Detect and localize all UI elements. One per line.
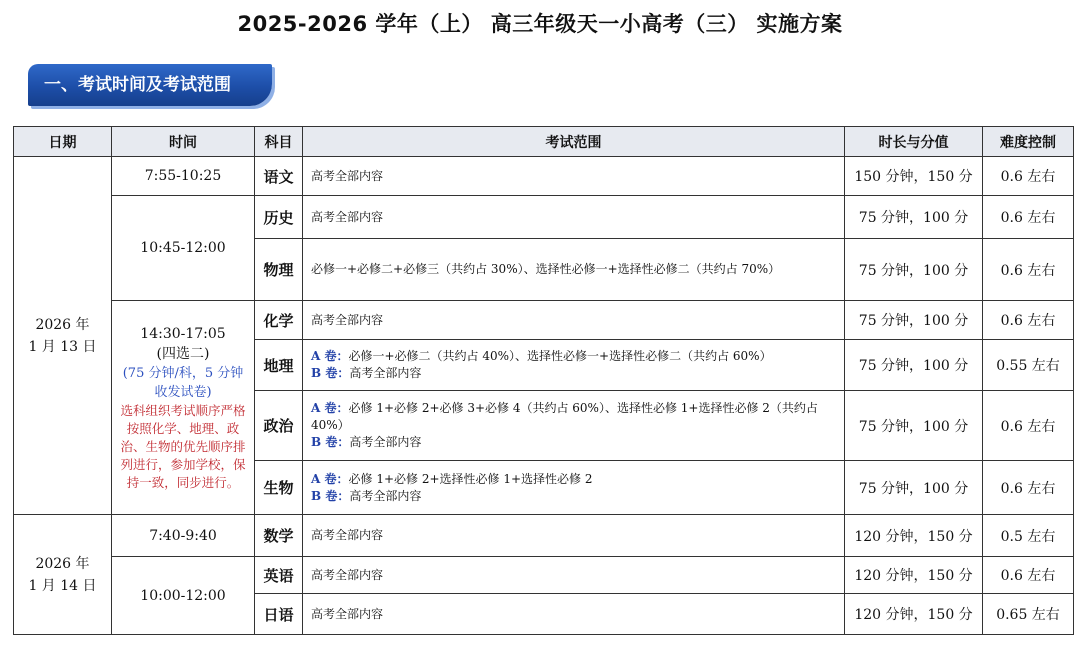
document-title: 2025-2026 学年（上） 高三年级天一小高考（三） 实施方案 xyxy=(237,12,843,36)
scope-line-b xyxy=(311,365,844,382)
table-header-row xyxy=(14,127,1074,157)
subject-cell: 物理 xyxy=(255,239,303,301)
scope-cell: 高考全部内容 xyxy=(303,196,845,239)
time-cell: 10:00-12:00 xyxy=(112,557,255,635)
scope-cell: 高考全部内容 xyxy=(303,515,845,557)
scope-b-text: 高考全部内容 xyxy=(349,435,422,449)
vol-b-label: B 卷： xyxy=(311,488,350,503)
afternoon-order-note: 选科组织考试顺序严格按照化学、地理、政治、生物的优先顺序排列进行，参加学校，保持一致，同步进行。 xyxy=(120,402,246,490)
section-banner: 一、考试时间及考试范围 xyxy=(28,64,272,106)
difficulty-cell: 0.55 左右 xyxy=(983,340,1074,391)
duration-cell: 150 分钟，150 分 xyxy=(845,157,983,196)
duration-cell: 120 分钟，150 分 xyxy=(845,557,983,594)
scope-cell: 高考全部内容 xyxy=(303,157,845,196)
scope-line-a xyxy=(311,471,844,488)
time-cell-afternoon xyxy=(112,301,255,515)
scope-b-text: 高考全部内容 xyxy=(349,366,422,380)
vol-b-label: B 卷： xyxy=(311,366,350,380)
subject-cell: 化学 xyxy=(255,301,303,340)
subject-cell: 语文 xyxy=(255,157,303,196)
subject-cell: 英语 xyxy=(255,557,303,594)
scope-line-b xyxy=(311,434,844,451)
header-scope: 考试范围 xyxy=(303,127,845,157)
subject-cell: 数学 xyxy=(255,515,303,557)
vol-a-label: A 卷： xyxy=(311,349,349,363)
subject-cell: 政治 xyxy=(255,391,303,461)
header-duration: 时长与分值 xyxy=(845,127,983,157)
table-row xyxy=(14,196,1074,239)
header-subject: 科目 xyxy=(255,127,303,157)
scope-cell: 必修一+必修二+必修三（共约占 30%）、选择性必修一+选择性必修二（共约占 70%） xyxy=(303,239,845,301)
difficulty-cell: 0.6 左右 xyxy=(983,301,1074,340)
time-cell: 7:55-10:25 xyxy=(112,157,255,196)
duration-cell: 120 分钟，150 分 xyxy=(845,594,983,635)
scope-cell xyxy=(303,391,845,461)
difficulty-cell: 0.6 左右 xyxy=(983,196,1074,239)
time-cell: 10:45-12:00 xyxy=(112,196,255,301)
difficulty-cell: 0.6 左右 xyxy=(983,157,1074,196)
duration-cell: 75 分钟，100 分 xyxy=(845,301,983,340)
duration-cell: 120 分钟，150 分 xyxy=(845,515,983,557)
afternoon-time: 14:30-17:05 (四选二) xyxy=(140,325,226,362)
scope-a-text: 必修一+必修二（共约占 40%）、选择性必修一+选择性必修二（共约占 60%） xyxy=(348,349,772,363)
header-difficulty: 难度控制 xyxy=(983,127,1074,157)
scope-a-text: 必修 1+必修 2+必修 3+必修 4（共约占 60%）、选择性必修 1+选择性必修 2（共约占 40%） xyxy=(311,401,818,432)
vol-a-label: A 卷： xyxy=(311,471,349,486)
subject-cell: 地理 xyxy=(255,340,303,391)
vol-a-label: A 卷： xyxy=(311,401,349,415)
scope-cell xyxy=(303,340,845,391)
difficulty-cell: 0.6 左右 xyxy=(983,557,1074,594)
scope-cell: 高考全部内容 xyxy=(303,301,845,340)
scope-line-a xyxy=(311,400,844,434)
duration-cell: 75 分钟，100 分 xyxy=(845,196,983,239)
duration-cell: 75 分钟，100 分 xyxy=(845,239,983,301)
scope-line-a xyxy=(311,348,844,365)
subject-cell: 生物 xyxy=(255,461,303,515)
subject-cell: 日语 xyxy=(255,594,303,635)
table-row xyxy=(14,557,1074,594)
scope-a-text: 必修 1+必修 2+选择性必修 1+选择性必修 2 xyxy=(348,471,593,486)
difficulty-cell: 0.6 左右 xyxy=(983,239,1074,301)
difficulty-cell: 0.6 左右 xyxy=(983,461,1074,515)
scope-line-b xyxy=(311,488,844,505)
afternoon-duration-note: (75 分钟/科，5 分钟收发试卷) xyxy=(122,365,244,400)
difficulty-cell: 0.5 左右 xyxy=(983,515,1074,557)
date-cell-day1: 2026 年 1 月 13 日 xyxy=(14,157,112,515)
scope-b-text: 高考全部内容 xyxy=(349,488,422,503)
vol-b-label: B 卷： xyxy=(311,435,350,449)
scope-cell: 高考全部内容 xyxy=(303,594,845,635)
header-time: 时间 xyxy=(112,127,255,157)
table-row xyxy=(14,515,1074,557)
difficulty-cell: 0.65 左右 xyxy=(983,594,1074,635)
subject-cell: 历史 xyxy=(255,196,303,239)
time-cell: 7:40-9:40 xyxy=(112,515,255,557)
table-row xyxy=(14,157,1074,196)
table-row xyxy=(14,301,1074,340)
duration-cell: 75 分钟，100 分 xyxy=(845,461,983,515)
duration-cell: 75 分钟，100 分 xyxy=(845,340,983,391)
date-cell-day2: 2026 年 1 月 14 日 xyxy=(14,515,112,635)
header-date: 日期 xyxy=(14,127,112,157)
exam-schedule-table xyxy=(13,126,1074,635)
scope-cell xyxy=(303,461,845,515)
difficulty-cell: 0.6 左右 xyxy=(983,391,1074,461)
scope-cell: 高考全部内容 xyxy=(303,557,845,594)
duration-cell: 75 分钟，100 分 xyxy=(845,391,983,461)
